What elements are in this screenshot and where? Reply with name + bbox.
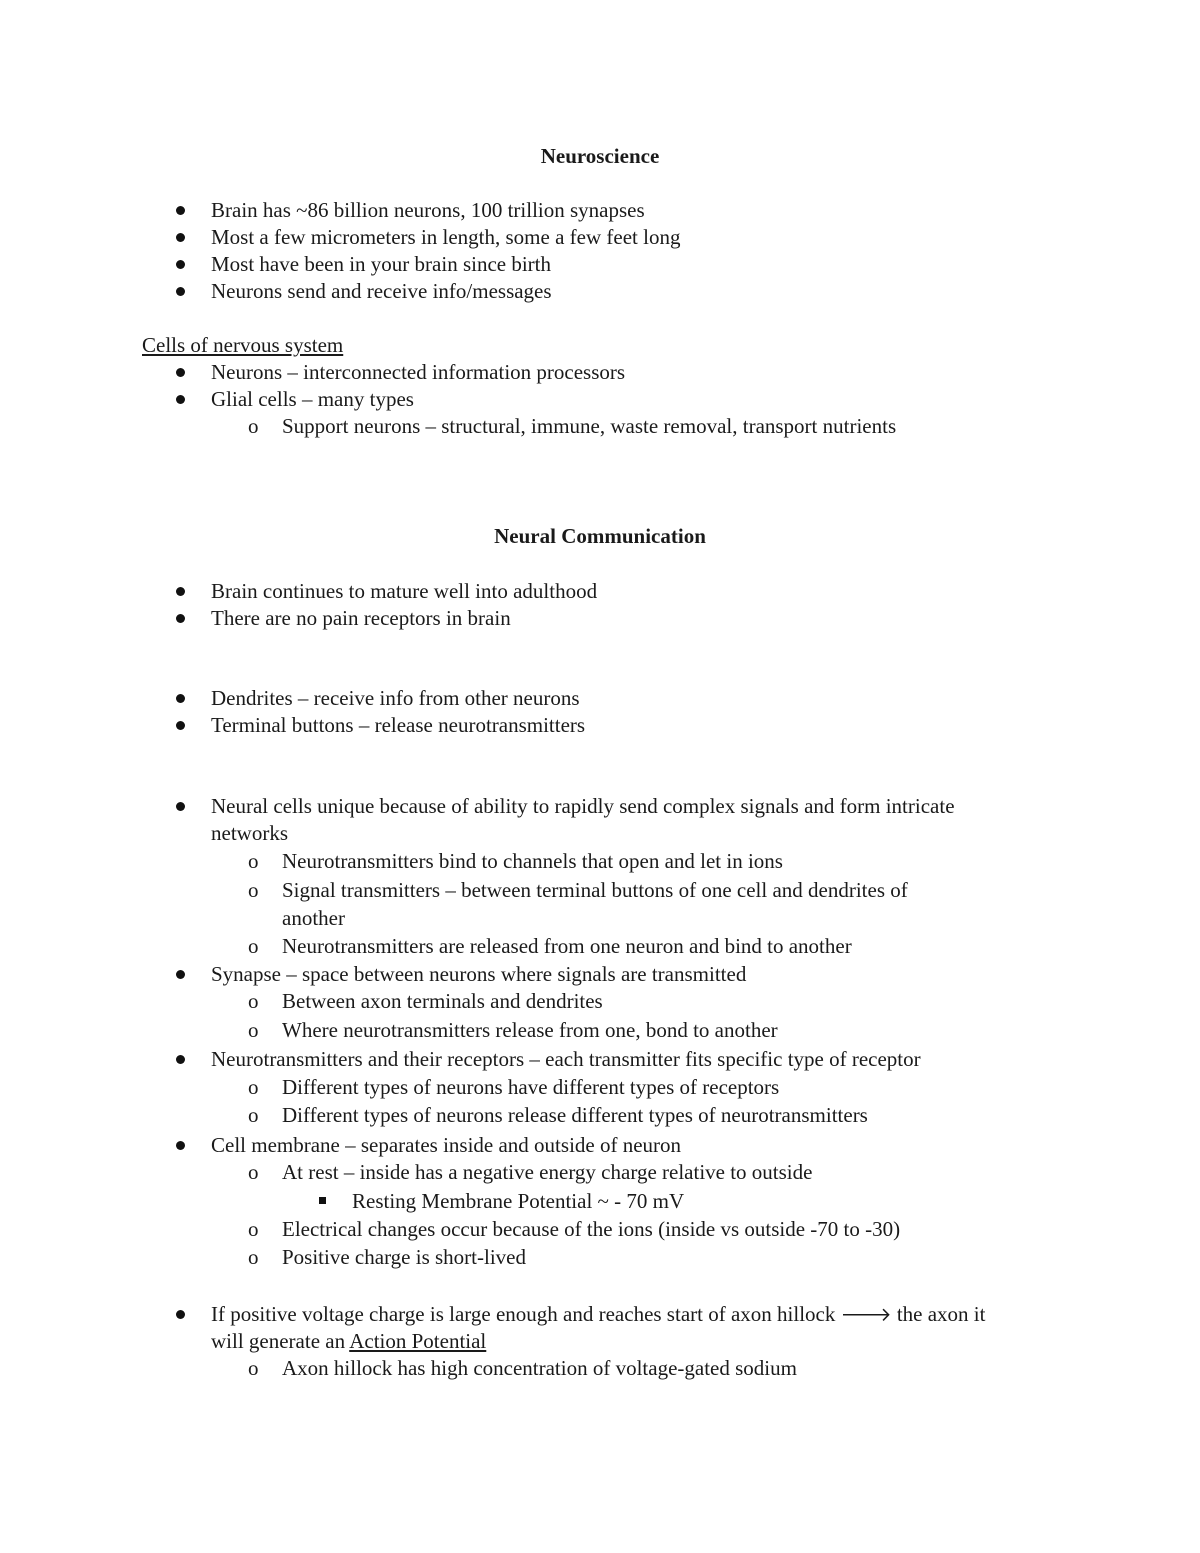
- bullet-icon: [176, 260, 185, 269]
- bullet-icon: [176, 1055, 185, 1064]
- action-text-b: the axon it: [896, 1302, 986, 1326]
- list-item-continuation: [211, 1328, 486, 1355]
- sub-list-item: Electrical changes occur because of the ions (inside vs outside -70 to -30): [282, 1217, 901, 1241]
- sub-list-item: Where neurotransmitters release from one, bond to another: [282, 1018, 778, 1042]
- bullet-icon: [176, 1141, 185, 1150]
- bullet-icon: [176, 614, 185, 623]
- sub-bullet-icon: o: [248, 878, 259, 902]
- sub-list-item: Neurotransmitters bind to channels that open and let in ions: [282, 849, 783, 873]
- sub-bullet-icon: o: [248, 989, 259, 1013]
- sub-bullet-icon: o: [248, 1018, 259, 1042]
- sub-bullet-icon: o: [248, 1245, 259, 1269]
- bullet-icon: [176, 721, 185, 730]
- sub-list-item: Between axon terminals and dendrites: [282, 989, 603, 1013]
- sub-sub-list-item: Resting Membrane Potential ~ - 70 mV: [352, 1189, 685, 1213]
- right-arrow-icon: 🡒: [840, 1304, 892, 1326]
- sub-bullet-icon: o: [248, 1075, 259, 1099]
- sub-bullet-icon: o: [248, 934, 259, 958]
- list-item: Neurotransmitters and their receptors – each transmitter fits specific type of receptor: [211, 1047, 921, 1071]
- sub-list-item: At rest – inside has a negative energy charge relative to outside: [282, 1160, 813, 1184]
- list-item: Synapse – space between neurons where signals are transmitted: [211, 962, 747, 986]
- list-item: Brain continues to mature well into adulthood: [211, 579, 598, 603]
- sub-list-item: Neurotransmitters are released from one neuron and bind to another: [282, 934, 852, 958]
- bullet-icon: [176, 395, 185, 404]
- page-title: Neuroscience: [540, 144, 660, 168]
- sub-list-item: Different types of neurons release different types of neurotransmitters: [282, 1103, 868, 1127]
- list-item: Neurons send and receive info/messages: [211, 279, 552, 303]
- list-item: Terminal buttons – release neurotransmitters: [211, 713, 586, 737]
- sub-list-item: Support neurons – structural, immune, waste removal, transport nutrients: [282, 414, 897, 438]
- section-title: Neural Communication: [494, 524, 706, 548]
- list-item: Most a few micrometers in length, some a few feet long: [211, 225, 681, 249]
- bullet-icon: [176, 802, 185, 811]
- sub-bullet-icon: o: [248, 1160, 259, 1184]
- bullet-icon: [176, 368, 185, 377]
- list-item: There are no pain receptors in brain: [211, 606, 511, 630]
- sub-bullet-icon: o: [248, 414, 259, 438]
- list-item: Cell membrane – separates inside and outside of neuron: [211, 1133, 682, 1157]
- list-item: Glial cells – many types: [211, 387, 414, 411]
- bullet-icon: [176, 970, 185, 979]
- bullet-icon: [176, 206, 185, 215]
- list-item: Brain has ~86 billion neurons, 100 trillion synapses: [211, 198, 645, 222]
- sub-bullet-icon: o: [248, 1103, 259, 1127]
- list-item: Neurons – interconnected information processors: [211, 360, 626, 384]
- list-item: Most have been in your brain since birth: [211, 252, 551, 276]
- sub-list-item-continuation: another: [282, 906, 345, 930]
- bullet-icon: [176, 1310, 185, 1319]
- section-heading: Cells of nervous system: [142, 333, 344, 357]
- bullet-icon: [176, 233, 185, 242]
- sub-list-item: Signal transmitters – between terminal buttons of one cell and dendrites of: [282, 878, 908, 902]
- sub-bullet-icon: o: [248, 1356, 259, 1380]
- action-potential-term: Action Potential: [349, 1329, 487, 1353]
- list-item: [211, 1301, 985, 1329]
- action-text-a: If positive voltage charge is large enough and reaches start of axon hillock: [211, 1302, 836, 1326]
- sub-list-item: Axon hillock has high concentration of voltage-gated sodium: [282, 1356, 797, 1380]
- sub-bullet-icon: o: [248, 1217, 259, 1241]
- bullet-icon: [176, 694, 185, 703]
- list-item-continuation: networks: [211, 821, 288, 845]
- list-item: Dendrites – receive info from other neurons: [211, 686, 580, 710]
- sub-list-item: Positive charge is short-lived: [282, 1245, 526, 1269]
- sub-bullet-icon: o: [248, 849, 259, 873]
- bullet-icon: [176, 287, 185, 296]
- sub-list-item: Different types of neurons have different types of receptors: [282, 1075, 780, 1099]
- square-bullet-icon: [319, 1197, 326, 1204]
- action-text-c: will generate an: [211, 1329, 346, 1353]
- list-item: Neural cells unique because of ability to rapidly send complex signals and form intricate: [211, 794, 955, 818]
- bullet-icon: [176, 587, 185, 596]
